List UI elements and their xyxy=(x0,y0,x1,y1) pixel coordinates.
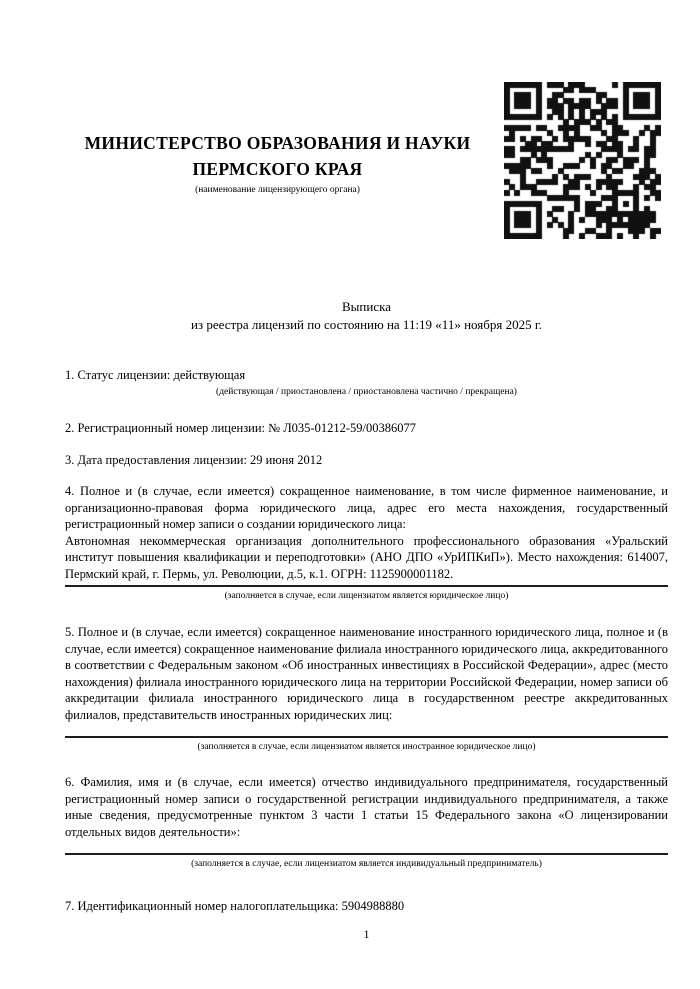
item-1-license-status: 1. Статус лицензии: действующая xyxy=(65,368,246,382)
item-7-taxpayer-number: 7. Идентификационный номер налогоплательщика: 5904988880 xyxy=(65,899,405,913)
document-content xyxy=(65,0,668,914)
item-5-fill-line xyxy=(65,736,668,738)
item-6-entrepreneur-label: 6. Фамилия, имя и (в случае, если имеется) отчество индивидуального предпринимателя, государственный регистрационный номер записи о государственной регистрации индивидуального предпринимателя, а также иные сведения, предусмотренные пунктом 3 части 1 статьи 15 Федерального закона «О лицензировании отдельных видов деятельности»: xyxy=(65,775,668,839)
item-5-foreign-entity-label: 5. Полное и (в случае, если имеется) сокращенное наименование иностранного юридического лица, полное и (в случае, если имеется) сокращенное наименование филиала иностранного юридического лица, аккредитованного в соответствии с Федеральным законом «Об иностранных инвестициях в Российской Федерации», адрес (место нахождения) филиала иностранного юридического лица на территории Российской Федерации, номер записи об аккредитации филиала иностранного юридического лица в государственном реестре аккредитованных филиалов, представительств иностранных юридических лиц: xyxy=(65,625,668,722)
authority-caption: (наименование лицензирующего органа) xyxy=(195,185,360,195)
item-3-grant-date: 3. Дата предоставления лицензии: 29 июня 2012 xyxy=(65,453,323,467)
item-4-caption: (заполняется в случае, если лицензиатом является юридическое лицо) xyxy=(224,591,509,601)
authority-name-line2: ПЕРМСКОГО КРАЯ xyxy=(192,159,363,179)
title-line2: из реестра лицензий по состоянию на 11:19 «11» ноября 2025 г. xyxy=(191,317,542,332)
page-number: 1 xyxy=(363,927,370,941)
licensing-authority-header xyxy=(65,130,490,197)
item-6-fill-line xyxy=(65,853,668,855)
item-4-legal-entity-label: 4. Полное и (в случае, если имеется) сокращенное наименование, в том числе фирменное наименование, и организационно-правовая форма юридического лица, адрес его места нахождения, государственный регистрационный номер записи о создании юридического лица: xyxy=(65,484,668,531)
item-4-fill-line xyxy=(65,585,668,587)
authority-name-line1: МИНИСТЕРСТВО ОБРАЗОВАНИЯ И НАУКИ xyxy=(84,133,471,153)
item-2-registration-number: 2. Регистрационный номер лицензии: № Л035-01212-59/00386077 xyxy=(65,421,416,435)
title-line1: Выписка xyxy=(342,299,391,314)
item-6-caption: (заполняется в случае, если лицензиатом является индивидуальный предприниматель) xyxy=(191,859,542,869)
item-5-caption: (заполняется в случае, если лицензиатом является иностранное юридическое лицо) xyxy=(197,742,536,752)
item-1-caption: (действующая / приостановлена / приостановлена частично / прекращена) xyxy=(216,387,517,397)
document-title xyxy=(65,298,668,334)
item-4-legal-entity-value: Автономная некоммерческая организация дополнительного профессионального образования «Уральский институт повышения квалификации и переподготовки» (АНО ДПО «УрИПКиП»). Место нахождения: 614007, Пермский край, г. Пермь, ул. Революции, д.5, к.1. ОГРН: 1125900001182. xyxy=(65,533,668,581)
